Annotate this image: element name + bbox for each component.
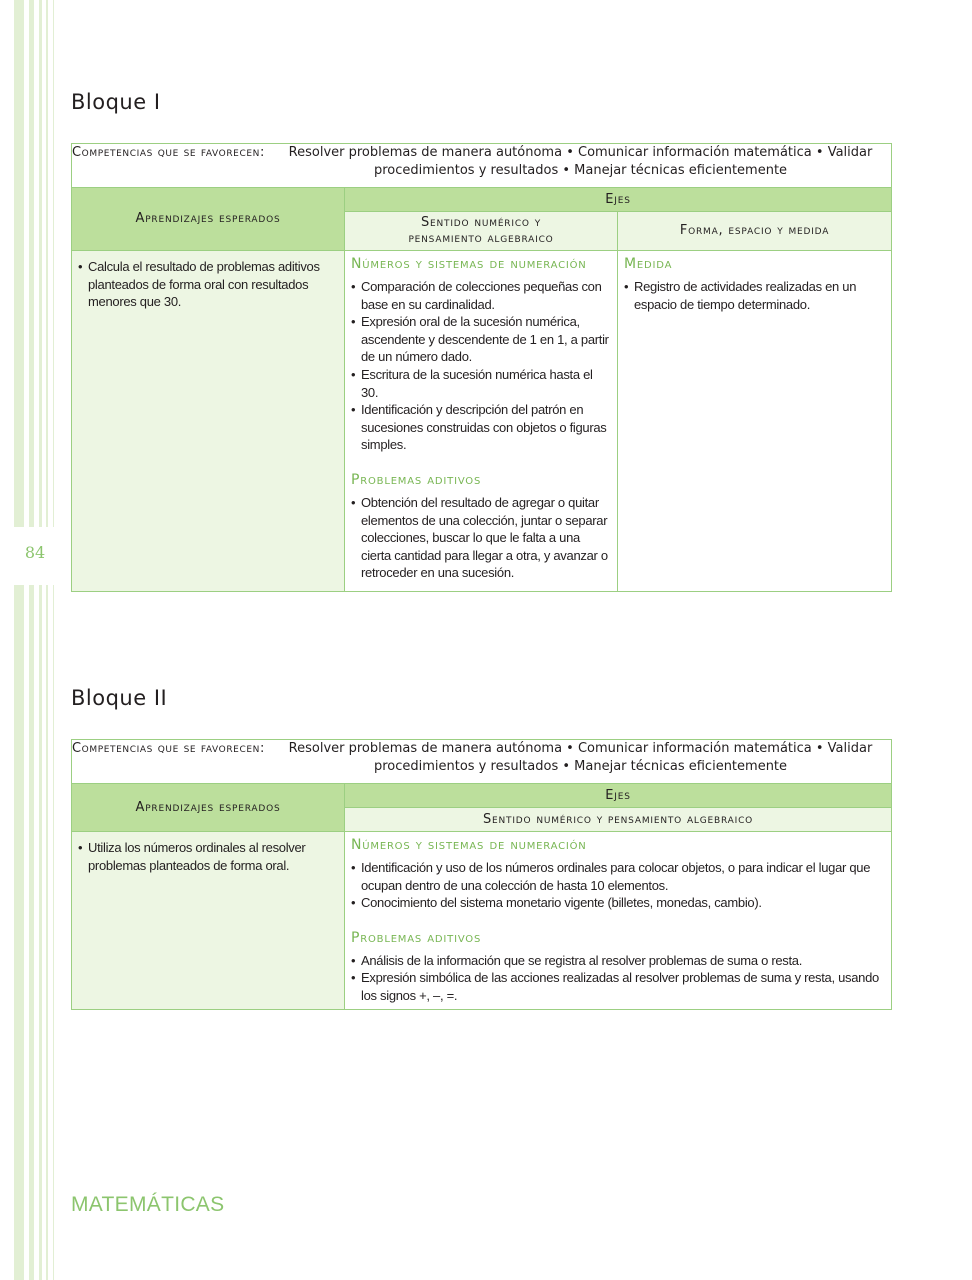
aprendizajes-header: Aprendizajes esperados — [135, 799, 281, 815]
margin-stripe — [53, 0, 54, 1280]
content-item: • Análisis de la información que se registra al resolver problemas de suma o resta. — [351, 952, 885, 970]
competencias-text: Resolver problemas de manera autónoma • Comunicar información matemática • Validar procedimientos y resultados • Manejar técnicas eficientemente — [288, 741, 873, 774]
competencias-label: Competencias que se favorecen: — [72, 741, 265, 756]
margin-stripe — [29, 0, 34, 1280]
axis-header-cell — [345, 212, 618, 251]
footer-subject: MATEMÁTICAS — [71, 1193, 225, 1216]
competencias-text: Resolver problemas de manera autónoma • Comunicar información matemática • Validar procedimientos y resultados • Manejar técnicas eficientemente — [288, 145, 873, 178]
sentido-numerico-cell — [345, 832, 892, 1010]
content-item: • Identificación y uso de los números ordinales para colocar objetos, o para indicar el lugar que ocupan dentro de una colección de hasta 10 elementos. — [351, 859, 885, 894]
aprendizaje-item: • Utiliza los números ordinales al resolver problemas planteados de forma oral. — [78, 839, 336, 874]
margin-stripes — [0, 0, 60, 1280]
margin-stripe — [39, 0, 42, 1280]
ejes-header: Ejes — [605, 191, 631, 207]
section-title: Números y sistemas de numeración — [351, 837, 587, 853]
axis-header-sentido-numerico: Sentido numérico y pensamiento algebraico — [408, 215, 554, 246]
aprendizajes-cell — [72, 832, 345, 1010]
content-item: • Escritura de la sucesión numérica hasta el 30. — [351, 366, 611, 401]
block-2-table — [71, 739, 892, 1010]
content-item: • Expresión simbólica de las acciones realizadas al resolver problemas de suma y resta, usando los signos +, –, =. — [351, 969, 885, 1004]
content-item: • Identificación y descripción del patrón en sucesiones construidas con objetos o figuras simples. — [351, 401, 611, 454]
competencias-label: Competencias que se favorecen: — [72, 145, 265, 160]
axis-header-cell — [618, 212, 892, 251]
competencias-row — [72, 740, 892, 784]
axis-header-cell — [345, 808, 892, 832]
margin-stripe — [46, 0, 48, 1280]
axis-header-forma-espacio-medida: Forma, espacio y medida — [679, 223, 830, 239]
content-item: • Obtención del resultado de agregar o quitar elementos de una colección, juntar o separar colecciones, buscar lo que le falta a una cierta cantidad para llegar a otra, y avanzar o retroceder en una sucesión. — [351, 494, 611, 582]
ejes-header-cell — [345, 784, 892, 808]
content-item: • Conocimiento del sistema monetario vigente (billetes, monedas, cambio). — [351, 894, 885, 912]
aprendizajes-header: Aprendizajes esperados — [135, 211, 281, 227]
section-title: Números y sistemas de numeración — [351, 256, 587, 272]
axis-header-sentido-numerico: Sentido numérico y pensamiento algebraico — [482, 811, 754, 827]
ejes-header: Ejes — [605, 787, 631, 803]
block-2-title: Bloque II — [71, 686, 168, 710]
ejes-header-cell — [345, 188, 892, 212]
content-item: • Expresión oral de la sucesión numérica, ascendente y descendente de 1 en 1, a partir de un número dado. — [351, 313, 611, 366]
page-number: 84 — [24, 543, 46, 562]
block-1-title: Bloque I — [71, 90, 161, 114]
content-item: • Registro de actividades realizadas en un espacio de tiempo determinado. — [624, 278, 885, 313]
forma-espacio-medida-cell — [618, 251, 892, 592]
section-title: Problemas aditivos — [351, 471, 482, 488]
sentido-numerico-cell — [345, 251, 618, 592]
section-title: Medida — [624, 256, 673, 272]
aprendizajes-cell — [72, 251, 345, 592]
content-item: • Comparación de colecciones pequeñas con base en su cardinalidad. — [351, 278, 611, 313]
aprendizaje-item: • Calcula el resultado de problemas aditivos planteados de forma oral con resultados menores que 30. — [78, 258, 336, 311]
section-title: Problemas aditivos — [351, 929, 482, 946]
aprendizajes-header-cell — [72, 188, 345, 251]
block-1-table — [71, 143, 892, 592]
margin-stripe — [14, 0, 24, 1280]
competencias-row — [72, 144, 892, 188]
aprendizajes-header-cell — [72, 784, 345, 832]
